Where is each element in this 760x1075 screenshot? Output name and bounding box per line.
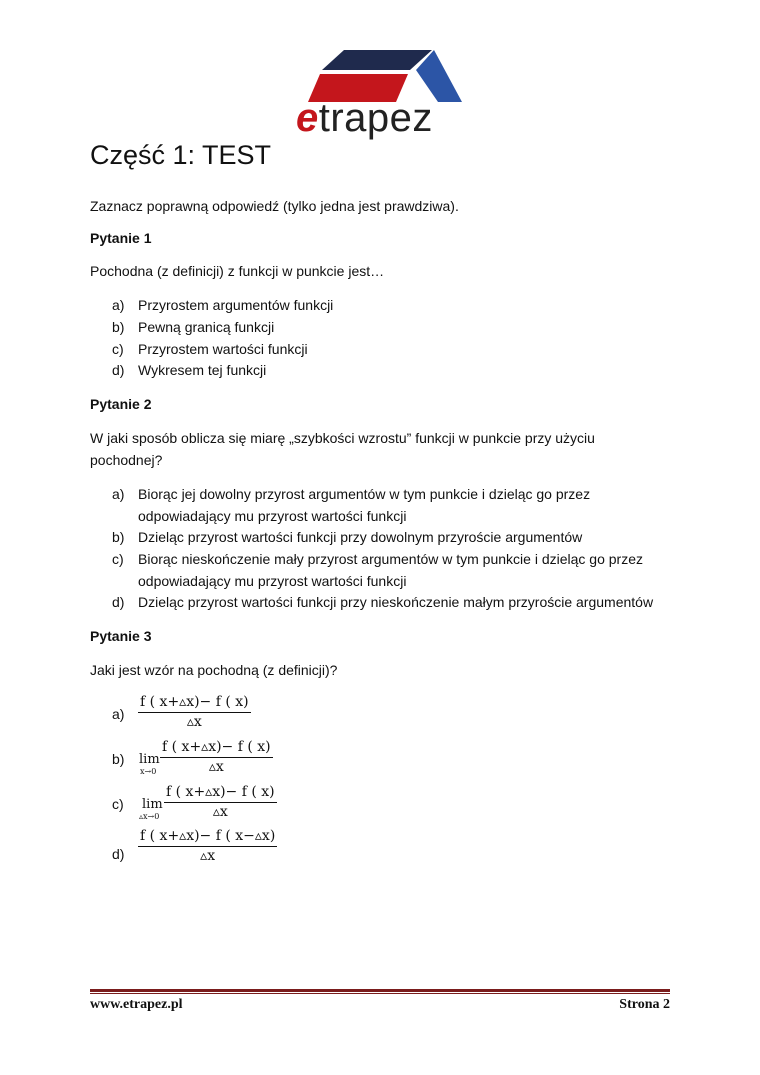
limit-subscript: x→0 [140, 767, 157, 776]
limit-symbol: lim [139, 752, 160, 767]
option-label: b) [112, 751, 125, 767]
option-label: b) [112, 319, 125, 335]
option-label: a) [112, 297, 125, 313]
numerator: f ( x+▵x)− f ( x−▵x) [140, 828, 276, 844]
option-text: Przyrostem argumentów funkcji [138, 297, 334, 313]
option-label: d) [112, 362, 125, 378]
option-label: a) [112, 486, 125, 502]
q2-heading: Pytanie 2 [90, 396, 152, 412]
option-label: d) [112, 846, 125, 862]
option-text: Dzieląc przyrost wartości funkcji przy dowolnym przyroście argumentów [138, 529, 583, 545]
fraction [160, 739, 273, 775]
logo-e: e [296, 96, 319, 140]
fraction-bar [164, 802, 277, 803]
fraction-bar [138, 712, 251, 713]
instruction: Zaznacz poprawną odpowiedź (tylko jedna jest prawdziwa). [90, 198, 459, 214]
option-label: c) [112, 341, 124, 357]
denominator: ▵x [200, 848, 216, 864]
q2-text: W jaki sposób oblicza się miarę „szybkości wzrostu” funkcji w punkcie przy użyciu pochodnej? [90, 430, 595, 468]
option-text: Biorąc jej dowolny przyrost argumentów w tym punkcie i dzieląc go przez odpowiadający mu przyrost wartości funkcji [138, 486, 591, 524]
footer-page-number: Strona 2 [619, 997, 670, 1012]
denominator: ▵x [186, 714, 202, 730]
denominator: ▵x [212, 804, 228, 820]
option-label: c) [112, 551, 124, 567]
option-text: Pewną granicą funkcji [138, 319, 275, 335]
limit-subscript: ▵x→0 [139, 812, 160, 821]
fraction [138, 694, 251, 730]
option-label: d) [112, 594, 125, 610]
limit-symbol: lim [142, 797, 163, 812]
q3-heading: Pytanie 3 [90, 628, 152, 644]
option-text: Dzieląc przyrost wartości funkcji przy nieskończenie małym przyroście argumentów [138, 594, 654, 610]
q1-heading: Pytanie 1 [90, 230, 152, 246]
q1-text: Pochodna (z definicji) z funkcji w punkcie jest… [90, 263, 385, 279]
option-text: Biorąc nieskończenie mały przyrost argumentów w tym punkcie i dzieląc go przez odpowiadający mu przyrost wartości funkcji [138, 551, 643, 589]
option-label: c) [112, 796, 124, 812]
logo-trapez: trapez [318, 96, 433, 140]
option-text: Przyrostem wartości funkcji [138, 341, 308, 357]
footer-rule-thin [90, 993, 670, 994]
option-text: Wykresem tej funkcji [138, 362, 267, 378]
numerator: f ( x+▵x)− f ( x) [140, 694, 249, 710]
option-label: b) [112, 529, 125, 545]
option-label: a) [112, 706, 125, 722]
fraction [138, 828, 277, 864]
logo-wordmark [296, 96, 433, 140]
q3-text: Jaki jest wzór na pochodną (z definicji)? [90, 662, 338, 678]
footer-rule-thick [90, 989, 670, 992]
fraction [164, 784, 277, 820]
fraction-bar [138, 846, 277, 847]
numerator: f ( x+▵x)− f ( x) [166, 784, 275, 800]
fraction-bar [160, 757, 273, 758]
numerator: f ( x+▵x)− f ( x) [162, 739, 271, 755]
logo-dark-trapezoid [322, 50, 432, 70]
page-title: Część 1: TEST [90, 140, 272, 170]
denominator: ▵x [208, 759, 224, 775]
footer-url: www.etrapez.pl [90, 997, 183, 1012]
